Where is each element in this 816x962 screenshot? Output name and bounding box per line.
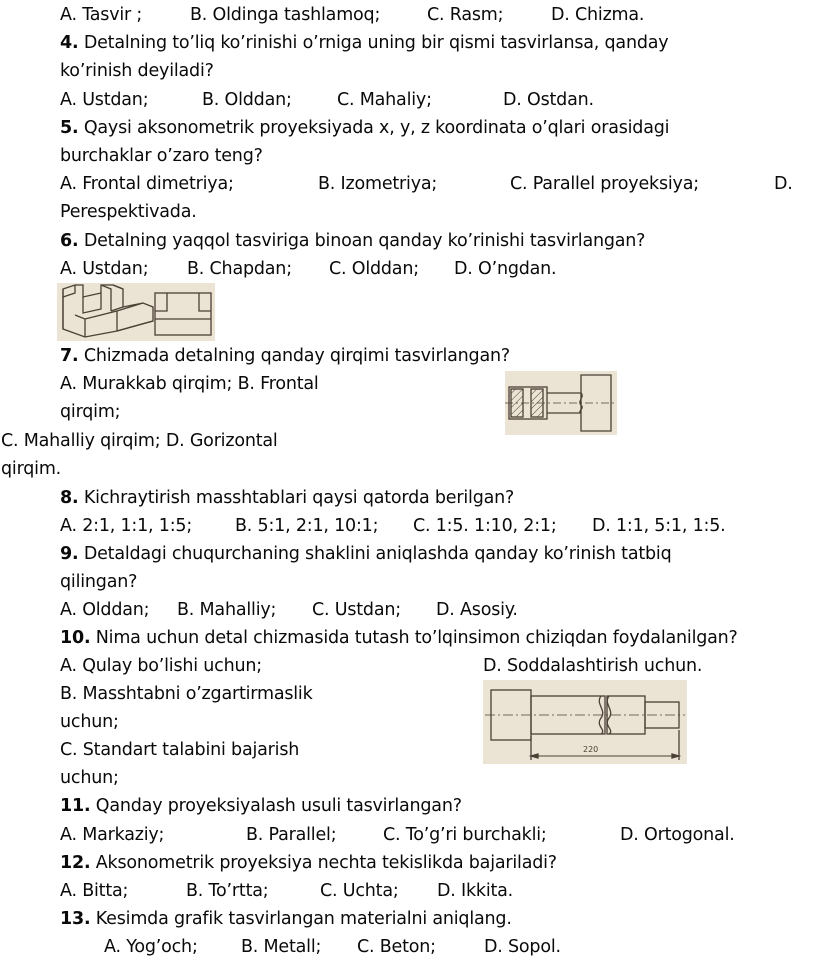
q4-text-cont: ko’rinish deyiladi? xyxy=(60,61,214,81)
q8-number: 8. xyxy=(60,488,79,508)
q5-option-d: D. xyxy=(774,174,793,194)
q9-number: 9. xyxy=(60,544,79,564)
q7-option-ab: A. Murakkab qirqim; B. Frontal xyxy=(60,374,319,394)
q4-question xyxy=(60,32,668,54)
q10-number: 10. xyxy=(60,628,91,648)
q10-dimension-label: 220 xyxy=(583,745,599,754)
q5-number: 5. xyxy=(60,118,79,138)
q6-option-d: D. O’ngdan. xyxy=(454,259,557,279)
q6-text: Detalning yaqqol tasviriga binoan qanday ko’rinishi tasvirlangan? xyxy=(83,231,646,251)
q11-number: 11. xyxy=(60,796,91,816)
q7-text: Chizmada detalning qanday qirqimi tasvirlangan? xyxy=(83,346,510,366)
q11-option-c: C. To’g’ri burchakli; xyxy=(383,825,547,845)
q13-option-a: A. Yog’och; xyxy=(104,937,198,957)
q10-option-c: C. Standart talabini bajarish xyxy=(60,740,300,760)
q5-option-b: B. Izometriya; xyxy=(318,174,438,194)
q13-option-d: D. Sopol. xyxy=(484,937,561,957)
q4-number: 4. xyxy=(60,33,79,53)
q10-figure xyxy=(483,680,687,764)
q9-option-b: B. Mahalliy; xyxy=(177,600,277,620)
q8-option-a: A. 2:1, 1:1, 1:5; xyxy=(60,516,193,536)
q3-option-b: B. Oldinga tashlamoq; xyxy=(190,5,381,25)
q11-option-d: D. Ortogonal. xyxy=(620,825,735,845)
q7-figure xyxy=(505,371,617,435)
q6-question xyxy=(60,230,645,252)
q6-option-b: B. Chapdan; xyxy=(187,259,292,279)
q6-option-c: C. Olddan; xyxy=(329,259,419,279)
q3-option-a: A. Tasvir ; xyxy=(60,5,143,25)
q4-option-b: B. Olddan; xyxy=(202,90,292,110)
q6-figure xyxy=(57,283,215,341)
q10-option-c-cont: uchun; xyxy=(60,768,119,788)
q10-option-d: D. Soddalashtirish uchun. xyxy=(483,656,703,676)
q10-question xyxy=(60,627,738,649)
q7-number: 7. xyxy=(60,346,79,366)
q12-number: 12. xyxy=(60,853,91,873)
q8-option-c: C. 1:5. 1:10, 2:1; xyxy=(413,516,557,536)
q8-option-d: D. 1:1, 5:1, 1:5. xyxy=(592,516,726,536)
q12-option-d: D. Ikkita. xyxy=(437,881,514,901)
q4-option-a: A. Ustdan; xyxy=(60,90,149,110)
q13-option-c: C. Beton; xyxy=(357,937,436,957)
q4-option-d: D. Ostdan. xyxy=(503,90,594,110)
q9-text-cont: qilingan? xyxy=(60,572,138,592)
q5-option-c: C. Parallel proyeksiya; xyxy=(510,174,699,194)
q12-option-a: A. Bitta; xyxy=(60,881,129,901)
q10-text: Nima uchun detal chizmasida tutash to’lqinsimon chiziqdan foydalanilgan? xyxy=(95,628,738,648)
q7-option-cd-cont: qirqim. xyxy=(1,459,62,479)
q10-option-b: B. Masshtabni o’zgartirmaslik xyxy=(60,684,313,704)
q5-question xyxy=(60,117,669,139)
q9-option-a: A. Olddan; xyxy=(60,600,150,620)
q4-text: Detalning to’liq ko’rinishi o’rniga uning bir qismi tasvirlansa, qanday xyxy=(83,33,669,53)
q13-text: Kesimda grafik tasvirlangan materialni aniqlang. xyxy=(95,909,512,929)
q13-number: 13. xyxy=(60,909,91,929)
q5-text-cont: burchaklar o’zaro teng? xyxy=(60,146,263,166)
q13-option-b: B. Metall; xyxy=(241,937,322,957)
q5-option-d-cont: Perespektivada. xyxy=(60,202,197,222)
q8-text: Kichraytirish masshtablari qaysi qatorda berilgan? xyxy=(83,488,515,508)
q9-text: Detaldagi chuqurchaning shaklini aniqlashda qanday ko’rinish tatbiq xyxy=(83,544,672,564)
q12-question xyxy=(60,852,557,874)
q4-option-c: C. Mahaliy; xyxy=(337,90,432,110)
q6-number: 6. xyxy=(60,231,79,251)
q13-question xyxy=(60,908,512,930)
q9-option-c: C. Ustdan; xyxy=(312,600,401,620)
q12-option-b: B. To’rtta; xyxy=(186,881,269,901)
q7-option-cd: C. Mahalliy qirqim; D. Gorizontal xyxy=(1,431,278,451)
q11-text: Qanday proyeksiyalash usuli tasvirlangan? xyxy=(95,796,462,816)
q9-option-d: D. Asosiy. xyxy=(436,600,518,620)
q7-option-ab-cont: qirqim; xyxy=(60,402,121,422)
q3-option-d: D. Chizma. xyxy=(551,5,645,25)
q5-text: Qaysi aksonometrik proyeksiyada x, y, z koordinata o’qlari orasidagi xyxy=(83,118,670,138)
q3-option-c: C. Rasm; xyxy=(427,5,504,25)
q6-option-a: A. Ustdan; xyxy=(60,259,149,279)
q11-option-a: A. Markaziy; xyxy=(60,825,165,845)
q11-option-b: B. Parallel; xyxy=(246,825,337,845)
q8-option-b: B. 5:1, 2:1, 10:1; xyxy=(235,516,379,536)
q10-option-b-cont: uchun; xyxy=(60,712,119,732)
q12-text: Aksonometrik proyeksiya nechta tekislikda bajariladi? xyxy=(95,853,557,873)
q11-question xyxy=(60,795,462,817)
q10-option-a: A. Qulay bo’lishi uchun; xyxy=(60,656,262,676)
q8-question xyxy=(60,487,514,509)
q9-question xyxy=(60,543,671,565)
q12-option-c: C. Uchta; xyxy=(320,881,399,901)
q5-option-a: A. Frontal dimetriya; xyxy=(60,174,234,194)
q7-question xyxy=(60,345,510,367)
